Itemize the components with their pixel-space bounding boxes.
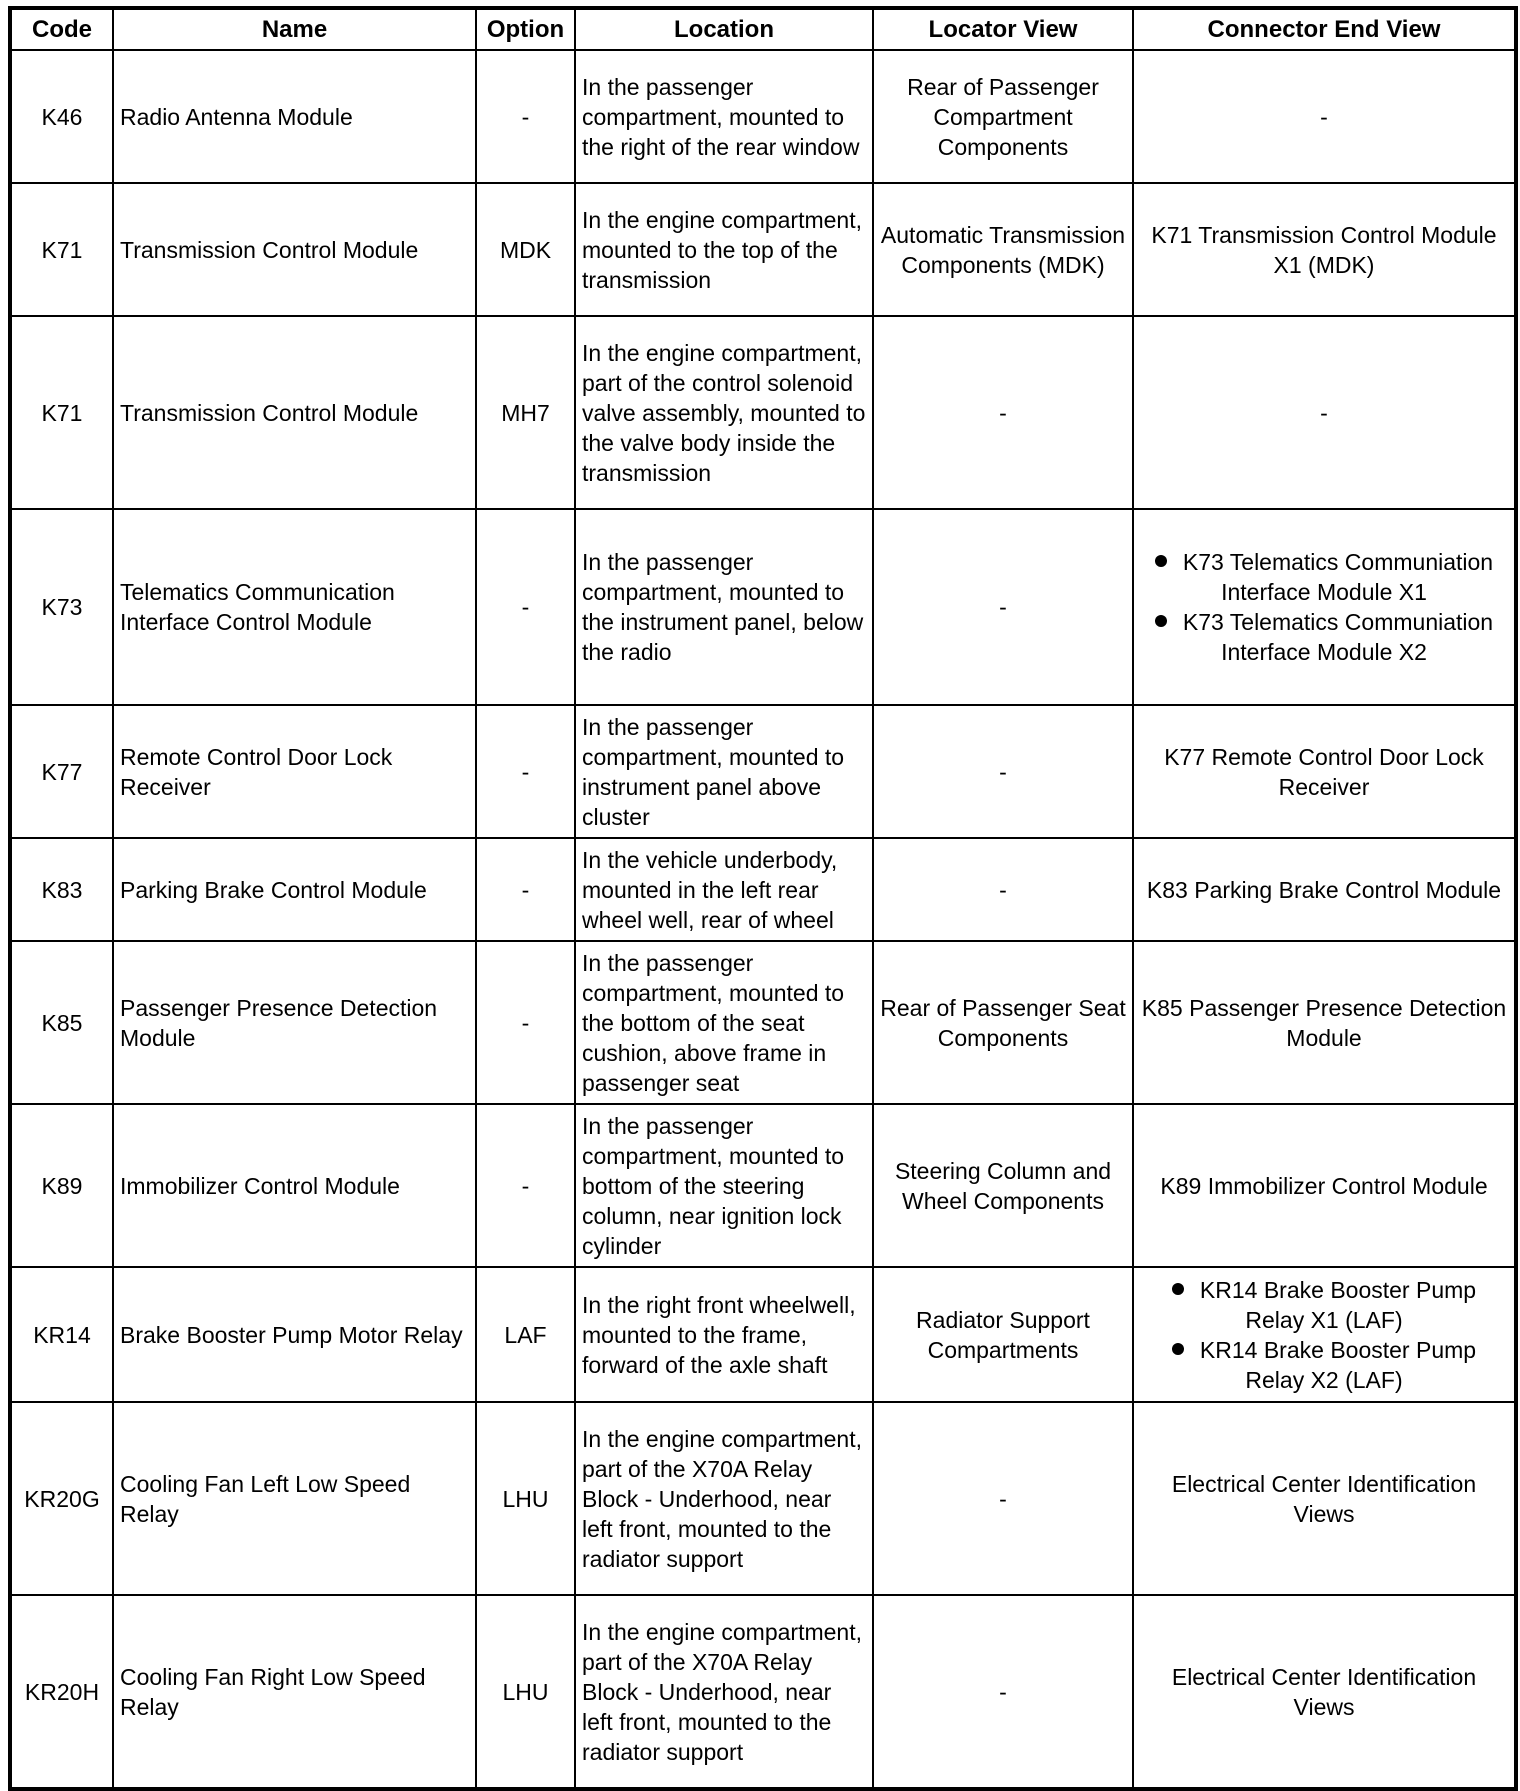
connector-list: [1140, 1275, 1508, 1395]
option-cell: -: [476, 509, 575, 705]
locator-view-cell: Radiator Support Compartments: [873, 1267, 1133, 1402]
connector-list: [1140, 547, 1508, 667]
locator-view-cell: Rear of Passenger Compartment Components: [873, 50, 1133, 183]
option-cell: LAF: [476, 1267, 575, 1402]
locator-view-cell: -: [873, 1402, 1133, 1595]
bullet-icon: [1172, 1343, 1184, 1355]
location-cell: In the engine compartment, part of the control solenoid valve assembly, mounted to the valve body inside the transmission: [575, 316, 873, 509]
code-cell: KR14: [10, 1267, 113, 1402]
code-cell: KR20H: [10, 1595, 113, 1789]
connector-end-view-cell: K89 Immobilizer Control Module: [1133, 1104, 1516, 1267]
locator-view-cell: -: [873, 838, 1133, 941]
name-cell: Telematics Communication Interface Control Module: [113, 509, 476, 705]
name-cell: Transmission Control Module: [113, 183, 476, 316]
connector-item-text: KR14 Brake Booster Pump Relay X2 (LAF): [1199, 1336, 1477, 1393]
connector-end-view-cell: [1133, 1267, 1516, 1402]
locator-view-cell: Rear of Passenger Seat Components: [873, 941, 1133, 1104]
name-cell: Remote Control Door Lock Receiver: [113, 705, 476, 838]
table-row: [10, 705, 1516, 838]
connector-end-view-cell: [1133, 509, 1516, 705]
name-cell: Cooling Fan Left Low Speed Relay: [113, 1402, 476, 1595]
option-cell: -: [476, 1104, 575, 1267]
location-cell: In the passenger compartment, mounted to the instrument panel, below the radio: [575, 509, 873, 705]
locator-view-cell: Automatic Transmission Components (MDK): [873, 183, 1133, 316]
code-cell: K73: [10, 509, 113, 705]
connector-end-view-cell: K77 Remote Control Door Lock Receiver: [1133, 705, 1516, 838]
name-cell: Cooling Fan Right Low Speed Relay: [113, 1595, 476, 1789]
table-row: [10, 941, 1516, 1104]
location-cell: In the vehicle underbody, mounted in the left rear wheel well, rear of wheel: [575, 838, 873, 941]
code-cell: K83: [10, 838, 113, 941]
name-cell: Brake Booster Pump Motor Relay: [113, 1267, 476, 1402]
connector-item-text: KR14 Brake Booster Pump Relay X1 (LAF): [1199, 1276, 1477, 1333]
component-table: [8, 6, 1518, 1791]
code-cell: K85: [10, 941, 113, 1104]
connector-end-view-cell: K71 Transmission Control Module X1 (MDK): [1133, 183, 1516, 316]
option-cell: -: [476, 838, 575, 941]
locator-view-cell: -: [873, 1595, 1133, 1789]
header-location: Location: [575, 8, 873, 50]
connector-end-view-cell: Electrical Center Identification Views: [1133, 1595, 1516, 1789]
connector-item: [1140, 1275, 1508, 1335]
name-cell: Radio Antenna Module: [113, 50, 476, 183]
option-cell: LHU: [476, 1402, 575, 1595]
name-cell: Transmission Control Module: [113, 316, 476, 509]
connector-end-view-cell: -: [1133, 50, 1516, 183]
name-cell: Passenger Presence Detection Module: [113, 941, 476, 1104]
location-cell: In the engine compartment, mounted to the top of the transmission: [575, 183, 873, 316]
header-code: Code: [10, 8, 113, 50]
header-row: [10, 8, 1516, 50]
connector-end-view-cell: Electrical Center Identification Views: [1133, 1402, 1516, 1595]
table-row: [10, 1267, 1516, 1402]
code-cell: K71: [10, 183, 113, 316]
location-cell: In the passenger compartment, mounted to bottom of the steering column, near ignition lock cylinder: [575, 1104, 873, 1267]
table-row: [10, 1595, 1516, 1789]
option-cell: -: [476, 705, 575, 838]
location-cell: In the engine compartment, part of the X70A Relay Block - Underhood, near left front, mounted to the radiator support: [575, 1402, 873, 1595]
header-name: Name: [113, 8, 476, 50]
option-cell: MDK: [476, 183, 575, 316]
header-connector-end-view: Connector End View: [1133, 8, 1516, 50]
locator-view-cell: -: [873, 705, 1133, 838]
connector-end-view-cell: K83 Parking Brake Control Module: [1133, 838, 1516, 941]
bullet-icon: [1155, 615, 1167, 627]
option-cell: MH7: [476, 316, 575, 509]
code-cell: K77: [10, 705, 113, 838]
connector-item-text: K73 Telematics Communiation Interface Module X2: [1182, 609, 1494, 665]
bullet-icon: [1172, 1283, 1184, 1295]
table-row: [10, 1104, 1516, 1267]
connector-item: [1140, 547, 1508, 607]
locator-view-cell: -: [873, 316, 1133, 509]
header-option: Option: [476, 8, 575, 50]
location-cell: In the passenger compartment, mounted to instrument panel above cluster: [575, 705, 873, 838]
connector-item: [1140, 607, 1508, 667]
name-cell: Immobilizer Control Module: [113, 1104, 476, 1267]
code-cell: KR20G: [10, 1402, 113, 1595]
option-cell: -: [476, 941, 575, 1104]
option-cell: -: [476, 50, 575, 183]
code-cell: K46: [10, 50, 113, 183]
table-row: [10, 183, 1516, 316]
location-cell: In the passenger compartment, mounted to the bottom of the seat cushion, above frame in passenger seat: [575, 941, 873, 1104]
code-cell: K71: [10, 316, 113, 509]
location-cell: In the engine compartment, part of the X70A Relay Block - Underhood, near left front, mounted to the radiator support: [575, 1595, 873, 1789]
locator-view-cell: Steering Column and Wheel Components: [873, 1104, 1133, 1267]
connector-end-view-cell: K85 Passenger Presence Detection Module: [1133, 941, 1516, 1104]
connector-end-view-cell: -: [1133, 316, 1516, 509]
location-cell: In the passenger compartment, mounted to the right of the rear window: [575, 50, 873, 183]
table-row: [10, 838, 1516, 941]
connector-item: [1140, 1335, 1508, 1395]
connector-item-text: K73 Telematics Communiation Interface Module X1: [1182, 549, 1494, 605]
table-row: [10, 316, 1516, 509]
table-row: [10, 509, 1516, 705]
code-cell: K89: [10, 1104, 113, 1267]
table-row: [10, 1402, 1516, 1595]
option-cell: LHU: [476, 1595, 575, 1789]
header-locator-view: Locator View: [873, 8, 1133, 50]
location-cell: In the right front wheelwell, mounted to the frame, forward of the axle shaft: [575, 1267, 873, 1402]
locator-view-cell: -: [873, 509, 1133, 705]
table-row: [10, 50, 1516, 183]
name-cell: Parking Brake Control Module: [113, 838, 476, 941]
bullet-icon: [1155, 555, 1167, 567]
